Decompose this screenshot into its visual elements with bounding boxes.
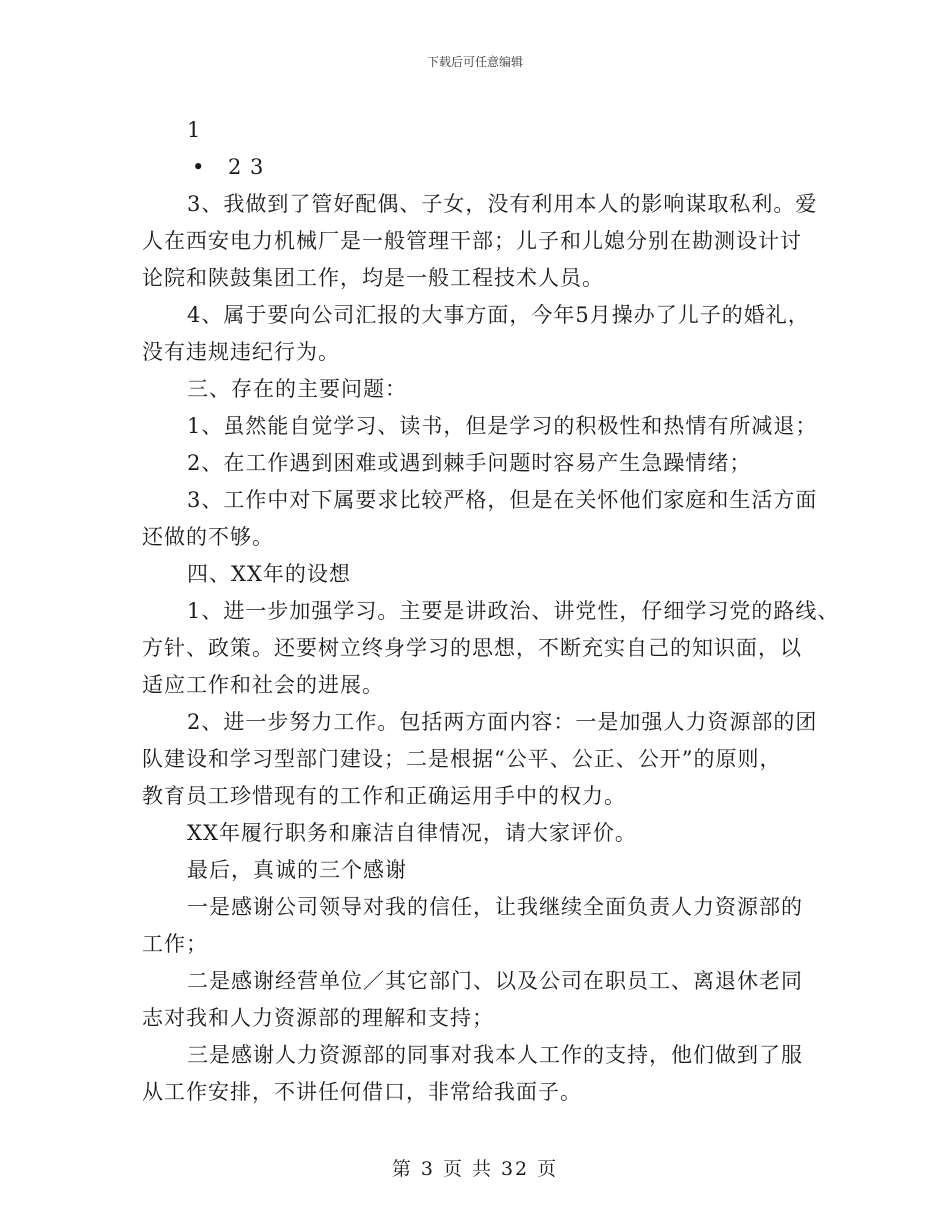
paragraph-line: 工作； [142, 932, 208, 956]
paragraph-line: 还做的不够。 [142, 525, 274, 549]
footer-page-word: 页 [442, 1158, 464, 1180]
bullet-dot: • [192, 155, 206, 179]
paragraph-line: 教育员工珍惜现有的工作和正确运用手中的权力。 [142, 784, 626, 808]
footer-total-word: 共 [471, 1158, 493, 1180]
paragraph-line: 论院和陕鼓集团工作，均是一般工程技术人员。 [142, 266, 604, 290]
paragraph-line: 二是感谢经营单位／其它部门、以及公司在职员工、离退休老同 [187, 969, 803, 993]
document-body [142, 112, 840, 1111]
bullet-line [142, 149, 832, 186]
paragraph-line: 2、在工作遇到困难或遇到棘手问题时容易产生急躁情绪； [187, 451, 752, 475]
paragraph-line: 志对我和人力资源部的理解和支持； [142, 1006, 494, 1030]
paragraph-line: 3、我做到了管好配偶、子女，没有利用本人的影响谋取私利。爱 [187, 192, 818, 216]
paragraph-line: 4、属于要向公司汇报的大事方面，今年5月操办了儿子的婚礼， [187, 303, 810, 327]
paragraph-line: 适应工作和社会的进展。 [142, 673, 384, 697]
page-header: 下载后可任意编辑 [426, 55, 523, 69]
footer-page-number: 3 [420, 1158, 435, 1180]
footer-total-pages: 32 [500, 1158, 530, 1180]
paragraph-line: 3、工作中对下属要求比较严格，但是在关怀他们家庭和生活方面 [187, 488, 818, 512]
paragraph-line: XX年履行职务和廉洁自律情况，请大家评价。 [187, 821, 637, 845]
paragraph-line: 从工作安排，不讲任何借口，非常给我面子。 [142, 1080, 582, 1104]
paragraph-line: 人在西安电力机械厂是一般管理干部；儿子和儿媳分别在勘测设计讨 [142, 229, 802, 253]
page-number-marker: 1 [187, 118, 202, 142]
paragraph-line: 最后，真诚的三个感谢 [187, 858, 407, 882]
paragraph-line: 1、虽然能自觉学习、读书，但是学习的积极性和热情有所减退； [187, 414, 818, 438]
paragraph-line: 方针、政策。还要树立终身学习的思想，不断充实自己的知识面，以 [142, 636, 802, 660]
paragraph-line: 没有违规违纪行为。 [142, 340, 340, 364]
paragraph-line: 队建设和学习型部门建设；二是根据“公平、公正、公开”的原则， [142, 747, 782, 771]
footer-suffix: 页 [537, 1158, 559, 1180]
paragraph-line: 一是感谢公司领导对我的信任，让我继续全面负责人力资源部的 [187, 895, 803, 919]
bullet-text: 2 3 [228, 155, 265, 179]
section-heading: 四、XX年的设想 [187, 562, 351, 586]
paragraph-line: 1、进一步加强学习。主要是讲政治、讲党性，仔细学习党的路线、 [187, 599, 840, 623]
paragraph-line: 三是感谢人力资源部的同事对我本人工作的支持，他们做到了服 [187, 1043, 803, 1067]
footer-prefix: 第 [391, 1158, 413, 1180]
paragraph-line: 2、进一步努力工作。包括两方面内容：一是加强人力资源部的团 [187, 710, 818, 734]
page-footer [0, 1154, 950, 1181]
section-heading: 三、存在的主要问题： [187, 377, 407, 401]
